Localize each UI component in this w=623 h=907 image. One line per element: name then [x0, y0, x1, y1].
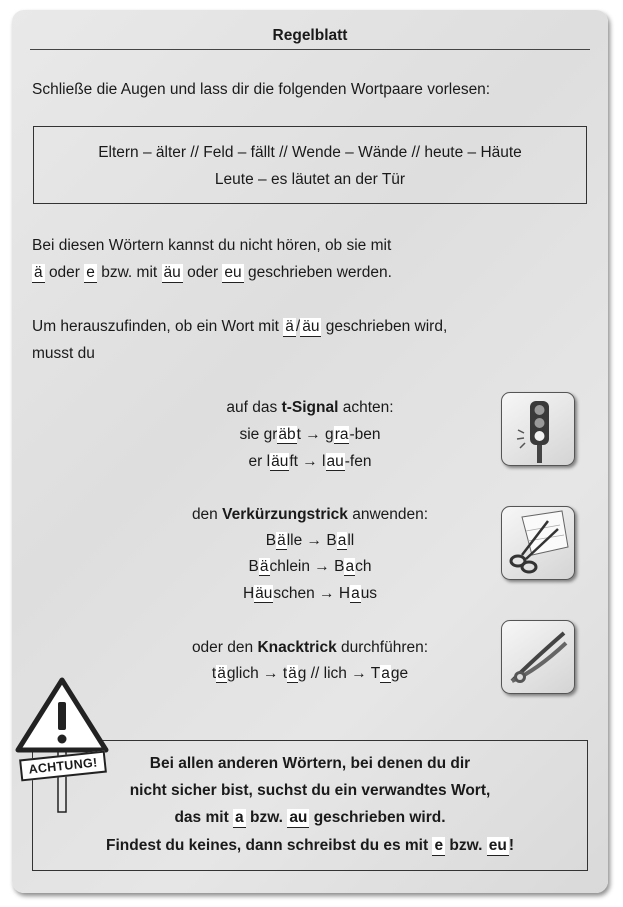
text-fragment: /: [295, 318, 301, 335]
rule1-example-1: [130, 425, 490, 445]
text-fragment: H: [242, 585, 255, 602]
letter-highlight: e: [86, 264, 95, 281]
warning-sign-icon: [14, 676, 114, 816]
rule2-heading: [130, 505, 490, 525]
text-fragment: das mit: [174, 809, 229, 826]
letter-highlight: äu: [271, 453, 289, 470]
letter-highlight: au: [326, 453, 344, 470]
rule1-heading: [130, 398, 490, 418]
text-fragment: ge: [390, 665, 409, 682]
warning-line-4: [33, 836, 587, 856]
text-fragment: B: [265, 532, 277, 549]
text-fragment: geschrieben wird.: [313, 809, 446, 826]
warning-line-3: [33, 808, 587, 828]
warning-line-1: Bei allen anderen Wörtern, bei denen du dir: [149, 755, 471, 772]
letter-highlight: eu: [488, 837, 507, 854]
text-fragment: anwenden:: [352, 506, 429, 523]
letter-highlight: äu: [255, 585, 273, 602]
word-pairs-box: [33, 126, 587, 204]
letter-highlight: ä: [285, 318, 294, 335]
page-title: Regelblatt: [272, 27, 348, 44]
letter-highlight: a: [235, 809, 244, 826]
text-fragment: ch: [355, 558, 372, 575]
letter-highlight: ä: [34, 264, 43, 281]
letter-highlight: ä: [288, 665, 297, 682]
text-fragment: ll: [347, 532, 355, 549]
letter-highlight: ra: [334, 426, 349, 443]
letter-highlight: a: [345, 558, 355, 575]
text-fragment: geschrieben werden.: [247, 264, 392, 281]
text-fragment: den: [191, 506, 218, 523]
text-fragment: schen → H: [273, 585, 351, 602]
text-fragment: B: [248, 558, 259, 575]
warning-sign-label: ACHTUNG!: [19, 751, 107, 782]
letter-highlight: a: [337, 532, 347, 549]
letter-highlight: e: [434, 837, 444, 854]
word-pairs-line-1: Eltern – älter // Feld – fällt // Wende – Wände // heute – Häute: [98, 144, 522, 161]
text-fragment: oder den: [191, 639, 254, 656]
paragraph1-line1: Bei diesen Wörtern kannst du nicht hören, ob sie mit: [32, 237, 392, 254]
rule1-example-2: [130, 452, 490, 472]
text-fragment: lle → B: [286, 532, 337, 549]
text-fragment: sie gr: [239, 426, 278, 443]
rule3-keyword: Knacktrick: [257, 639, 337, 656]
text-fragment: er l: [248, 453, 271, 470]
title-divider: [30, 49, 590, 50]
paragraph1-line2: [32, 263, 392, 283]
letter-highlight: eu: [224, 264, 242, 281]
text-fragment: -fen: [344, 453, 372, 470]
paragraph2-line2: musst du: [32, 345, 95, 362]
text-fragment: bzw.: [449, 837, 483, 854]
rule2-keyword: Verkürzungstrick: [222, 506, 348, 523]
rule2-example-2: [130, 557, 490, 577]
letter-highlight: ä: [259, 558, 269, 575]
text-fragment: auf das: [226, 399, 278, 416]
text-fragment: achten:: [342, 399, 394, 416]
word-pairs-line-2: Leute – es läutet an der Tür: [214, 171, 406, 188]
rule2-example-3: [130, 584, 490, 604]
text-fragment: chlein → B: [269, 558, 345, 575]
text-fragment: us: [360, 585, 378, 602]
traffic-light-icon: [501, 392, 575, 466]
warning-line-2: nicht sicher bist, suchst du ein verwandtes Wort,: [129, 782, 491, 799]
letter-highlight: au: [289, 809, 308, 826]
letter-highlight: äu: [302, 318, 320, 335]
text-fragment: g // lich → T: [297, 665, 381, 682]
rule1-keyword: t-Signal: [281, 399, 339, 416]
text-fragment: t: [211, 665, 217, 682]
text-fragment: t → g: [296, 426, 334, 443]
letter-highlight: äb: [278, 426, 296, 443]
text-fragment: geschrieben wird,: [325, 318, 448, 335]
text-fragment: Um herauszufinden, ob ein Wort mit: [32, 318, 279, 335]
rule3-heading: [130, 638, 490, 658]
rule2-example-1: [130, 531, 490, 551]
letter-highlight: a: [381, 665, 390, 682]
letter-highlight: äu: [163, 264, 181, 281]
scissors-icon: [501, 506, 575, 580]
text-fragment: oder: [48, 264, 80, 281]
letter-highlight: ä: [217, 665, 226, 682]
letter-highlight: ä: [277, 532, 286, 549]
text-fragment: oder: [187, 264, 219, 281]
rule3-example-1: [130, 664, 490, 684]
intro-text: Schließe die Augen und lass dir die folgenden Wortpaare vorlesen:: [32, 81, 491, 98]
text-fragment: -ben: [349, 426, 381, 443]
paragraph2-line1: [32, 317, 447, 337]
nutcracker-icon: [501, 620, 575, 694]
text-fragment: durchführen:: [341, 639, 429, 656]
text-fragment: !: [508, 837, 514, 854]
text-fragment: bzw. mit: [101, 264, 158, 281]
text-fragment: bzw.: [249, 809, 283, 826]
text-fragment: Findest du keines, dann schreibst du es mit: [106, 837, 429, 854]
text-fragment: ft → l: [289, 453, 326, 470]
letter-highlight: a: [351, 585, 360, 602]
warning-box: [32, 740, 588, 871]
text-fragment: glich → t: [226, 665, 288, 682]
